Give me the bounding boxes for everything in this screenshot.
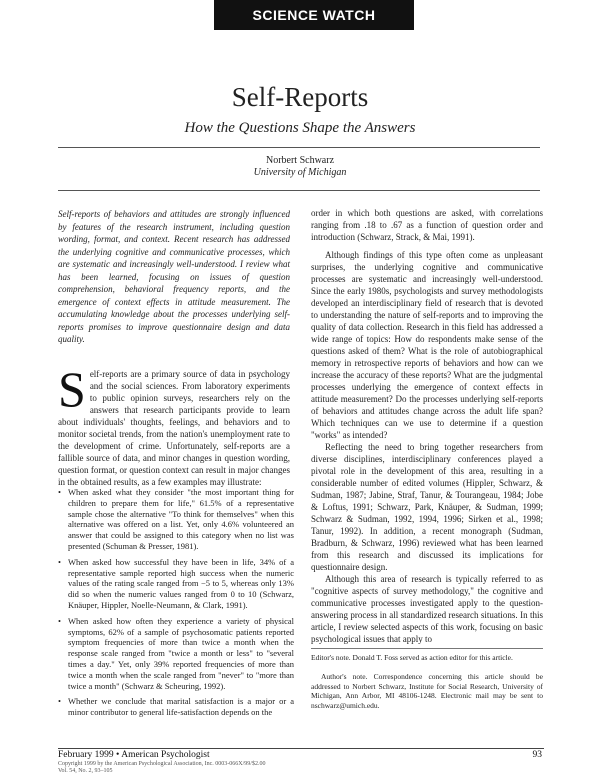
editor-note: Editor's note. Donald T. Foss served as action editor for this article. [311,653,513,662]
copyright-notice [58,761,358,775]
author-note: Author's note. Correspondence concerning this article should be addressed to Norbert Schwarz, Institute for Social Research, University of Michigan, Ann Arbor, MI 48106-1248. Electronic mail may be sent to nschwarz@umich.edu. [311,672,543,710]
intro-paragraph [58,361,290,488]
list-item: • Whether we conclude that marital satisfaction is a major or a minor contributor to general life-satisfaction depends on the [58,696,294,718]
footnote-rule [311,648,543,649]
list-item: • When asked how successful they have been in life, 34% of a representative sample reported high success when the numeric values of the rating scale ranged from −5 to 5, whereas only 13% did so when the numeric values ranged from 0 to 10 (Schwarz, Knäuper, Hippler, Noelle-Neumann, & Clark, 1991). [58,557,294,611]
volume-line: Vol. 54, No. 2, 93–105 [58,768,113,774]
abstract: Self-reports of behaviors and attitudes are strongly influenced by features of the research instrument, including question wording, format, and context. Recent research has addressed the underlying cognitive and communicative processes, which are systematic and increasingly well-understood. I review what has been learned, focusing on issues of question comprehension, behavioral frequency reports, and the emergence of context effects in attitude measurement. The accumulating knowledge about the processes underlying self-reports promises to improve questionnaire design and data quality. [58,209,290,344]
section-banner: SCIENCE WATCH [214,0,414,30]
list-item: • When asked how often they experience a variety of physical symptoms, 62% of a sample of psychosomatic patients reported symptom frequencies of more than twice a month when the response scale ranged from "twice a month or less" to "several times a day." Yet, only 39% reported frequencies of more than twice a month when the scale ranged from "never" to "more than twice a month" (Schwarz & Scheuring, 1992). [58,616,294,692]
footer-rule [58,748,544,749]
body-paragraph: Reflecting the need to bring together researchers from diverse disciplines, interdisciplinary conferences played a pivotal role in the development of this area, resulting in a considerable number of edited volumes (Hippler, Schwarz, & Sudman, 1987; Jabine, Straf, Tanur, & Tourangeau, 1984; Jobe & Loftus, 1991; Schwarz, Park, Knäuper, & Sudman, 1999; Schwarz & Sudman, 1992, 1994, 1996; Sirken et al., 1998; Tanur, 1992). In addition, a recent monograph (Sudman, Bradburn, & Schwarz, 1996) reviewed what has been learned from this research and discussed its implications for questionnaire design. [311,442,543,572]
journal-footer: February 1999 • American Psychologist [58,750,210,760]
intro-text: elf-reports are a primary source of data in psychology and the social sciences. From laboratory experiments to public opinion surveys, researchers rely on the answers that research participants provide to learn about individuals' thoughts, feelings, and behaviors and to monitor societal trends, from the nation's unemployment rate to the development of crime. Unfortunately, self-reports are a fallible source of data, and minor changes in question wording, question format, or question context can result in major changes in the obtained results, as a few examples may illustrate: [58,369,290,487]
article-subtitle: How the Questions Shape the Answers [184,120,416,136]
copyright-line: Copyright 1999 by the American Psychological Association, Inc. 0003-066X/99/$2.00 [58,761,266,767]
page-number: 93 [532,750,542,760]
author-name: Norbert Schwarz [265,155,335,166]
header-rule-top [58,147,540,148]
article-title: Self-Reports [231,82,369,112]
author-affiliation: University of Michigan [253,167,347,178]
examples-list [58,487,294,723]
header-rule-bottom [58,190,540,191]
body-paragraph: Although findings of this type often come as unpleasant surprises, the underlying cognitive and communicative processes are systematic and increasingly well-understood. Since the early 1980s, psychologists and survey methodologists developed an interdisciplinary field of research that is devoted to understanding the nature of self-reports and to improving the quality of data collection. Research in this field has addressed a wide range of topics: How do respondents make sense of the questions asked of them? What is the role of autobiographical memory in retrospective reports of behaviors and how can we increase the accuracy of these reports? What are the judgmental processes underlying the emergence of context effects in attitude measurement? Do the processes underlying self-reports of behaviors and attitudes change across the adult life span? Which techniques can we use to determine if a question "works" as intended? [311,250,543,440]
body-paragraph: Although this area of research is typically referred to as "cognitive aspects of survey methodology," the cognitive and communicative processes investigated apply to the question-answering process in all standardized research situations. In this article, I review selected aspects of this work, focusing on basic psychological issues that apply to [311,574,543,644]
right-column [311,207,543,645]
list-item: • When asked what they consider "the most important thing for children to prepare them for life," 61.5% of a representative sample chose the alternative "To think for themselves" when this alternative was offered on a list. Yet, only 4.6% volunteered an answer that could be assigned to this category when no list was presented (Schuman & Presser, 1981). [58,487,294,552]
body-paragraph: order in which both questions are asked, with correlations ranging from .18 to .67 as a function of question order and introduction (Schwarz, Strack, & Mai, 1991). [311,208,543,242]
drop-cap: S [58,361,86,417]
